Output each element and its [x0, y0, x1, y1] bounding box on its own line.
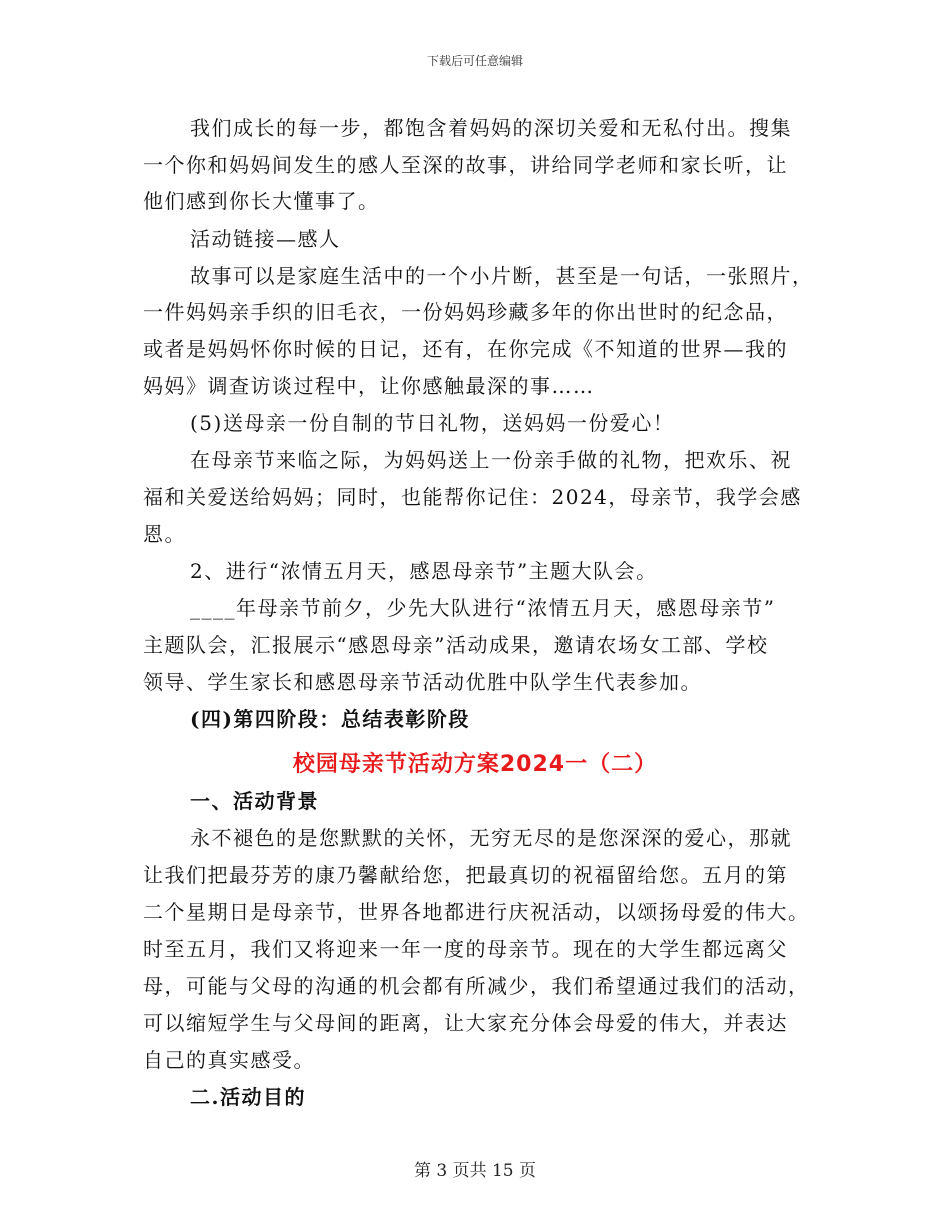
paragraph-line: 可以缩短学生与父母间的距离，让大家充分体会母爱的伟大，并表达: [143, 1011, 788, 1035]
paragraph-line: 领导、学生家长和感恩母亲节活动优胜中队学生代表参加。: [143, 670, 702, 694]
paragraph-line: 故事可以是家庭生活中的一个小片断，甚至是一句话，一张照片，: [190, 264, 814, 288]
paragraph-line: 他们感到你长大懂事了。: [143, 189, 380, 213]
item-heading: 2、进行“浓情五月天，感恩母亲节”主题大队会。: [190, 559, 658, 583]
paragraph-line: 时至五月，我们又将迎来一年一度的母亲节。现在的大学生都远离父: [143, 937, 788, 961]
subheading: 活动链接—感人: [190, 227, 341, 251]
section-heading: 一、活动背景: [190, 789, 319, 813]
paragraph-line: 福和关爱送给妈妈；同时，也能帮你记住：2024，母亲节，我学会感: [143, 485, 802, 509]
paragraph-line: 恩。: [143, 522, 186, 546]
page-header: 下载后可任意编辑: [426, 54, 523, 68]
paragraph-line: 一个你和妈妈间发生的感人至深的故事，讲给同学老师和家长听，让: [143, 153, 788, 177]
paragraph-line: 自己的真实感受。: [143, 1048, 315, 1072]
paragraph-line: 一件妈妈亲手织的旧毛衣，一份妈妈珍藏多年的你出世时的纪念品，: [143, 300, 788, 324]
paragraph-line: 主题队会，汇报展示“感恩母亲”活动成果，邀请农场女工部、学校: [143, 633, 769, 657]
paragraph-line: 让我们把最芬芳的康乃馨献给您，把最真切的祝福留给您。五月的第: [143, 863, 788, 887]
paragraph-line: 妈妈》调查访谈过程中，让你感触最深的事……: [143, 374, 595, 398]
paragraph-line: 或者是妈妈怀你时候的日记，还有，在你完成《不知道的世界—我的: [143, 337, 788, 361]
paragraph-line: ____年母亲节前夕，少先大队进行“浓情五月天，感恩母亲节”: [190, 596, 776, 620]
paragraph-line: 母，可能与父母的沟通的机会都有所减少，我们希望通过我们的活动，: [143, 974, 810, 998]
item-heading: (5)送母亲一份自制的节日礼物，送妈妈一份爱心！: [190, 411, 675, 435]
stage-heading: (四)第四阶段：总结表彰阶段: [190, 707, 470, 731]
section-title: 校园母亲节活动方案2024一（二）: [292, 752, 658, 777]
paragraph-line: 二个星期日是母亲节，世界各地都进行庆祝活动，以颂扬母爱的伟大。: [143, 900, 810, 924]
section-heading: 二.活动目的: [190, 1085, 306, 1109]
paragraph-line: 永不褪色的是您默默的关怀，无穷无尽的是您深深的爱心，那就: [190, 826, 792, 850]
page-footer: 第 3 页共 15 页: [413, 1161, 537, 1181]
paragraph-line: 我们成长的每一步，都饱含着妈妈的深切关爱和无私付出。搜集: [190, 116, 792, 140]
paragraph-line: 在母亲节来临之际，为妈妈送上一份亲手做的礼物，把欢乐、祝: [190, 448, 792, 472]
